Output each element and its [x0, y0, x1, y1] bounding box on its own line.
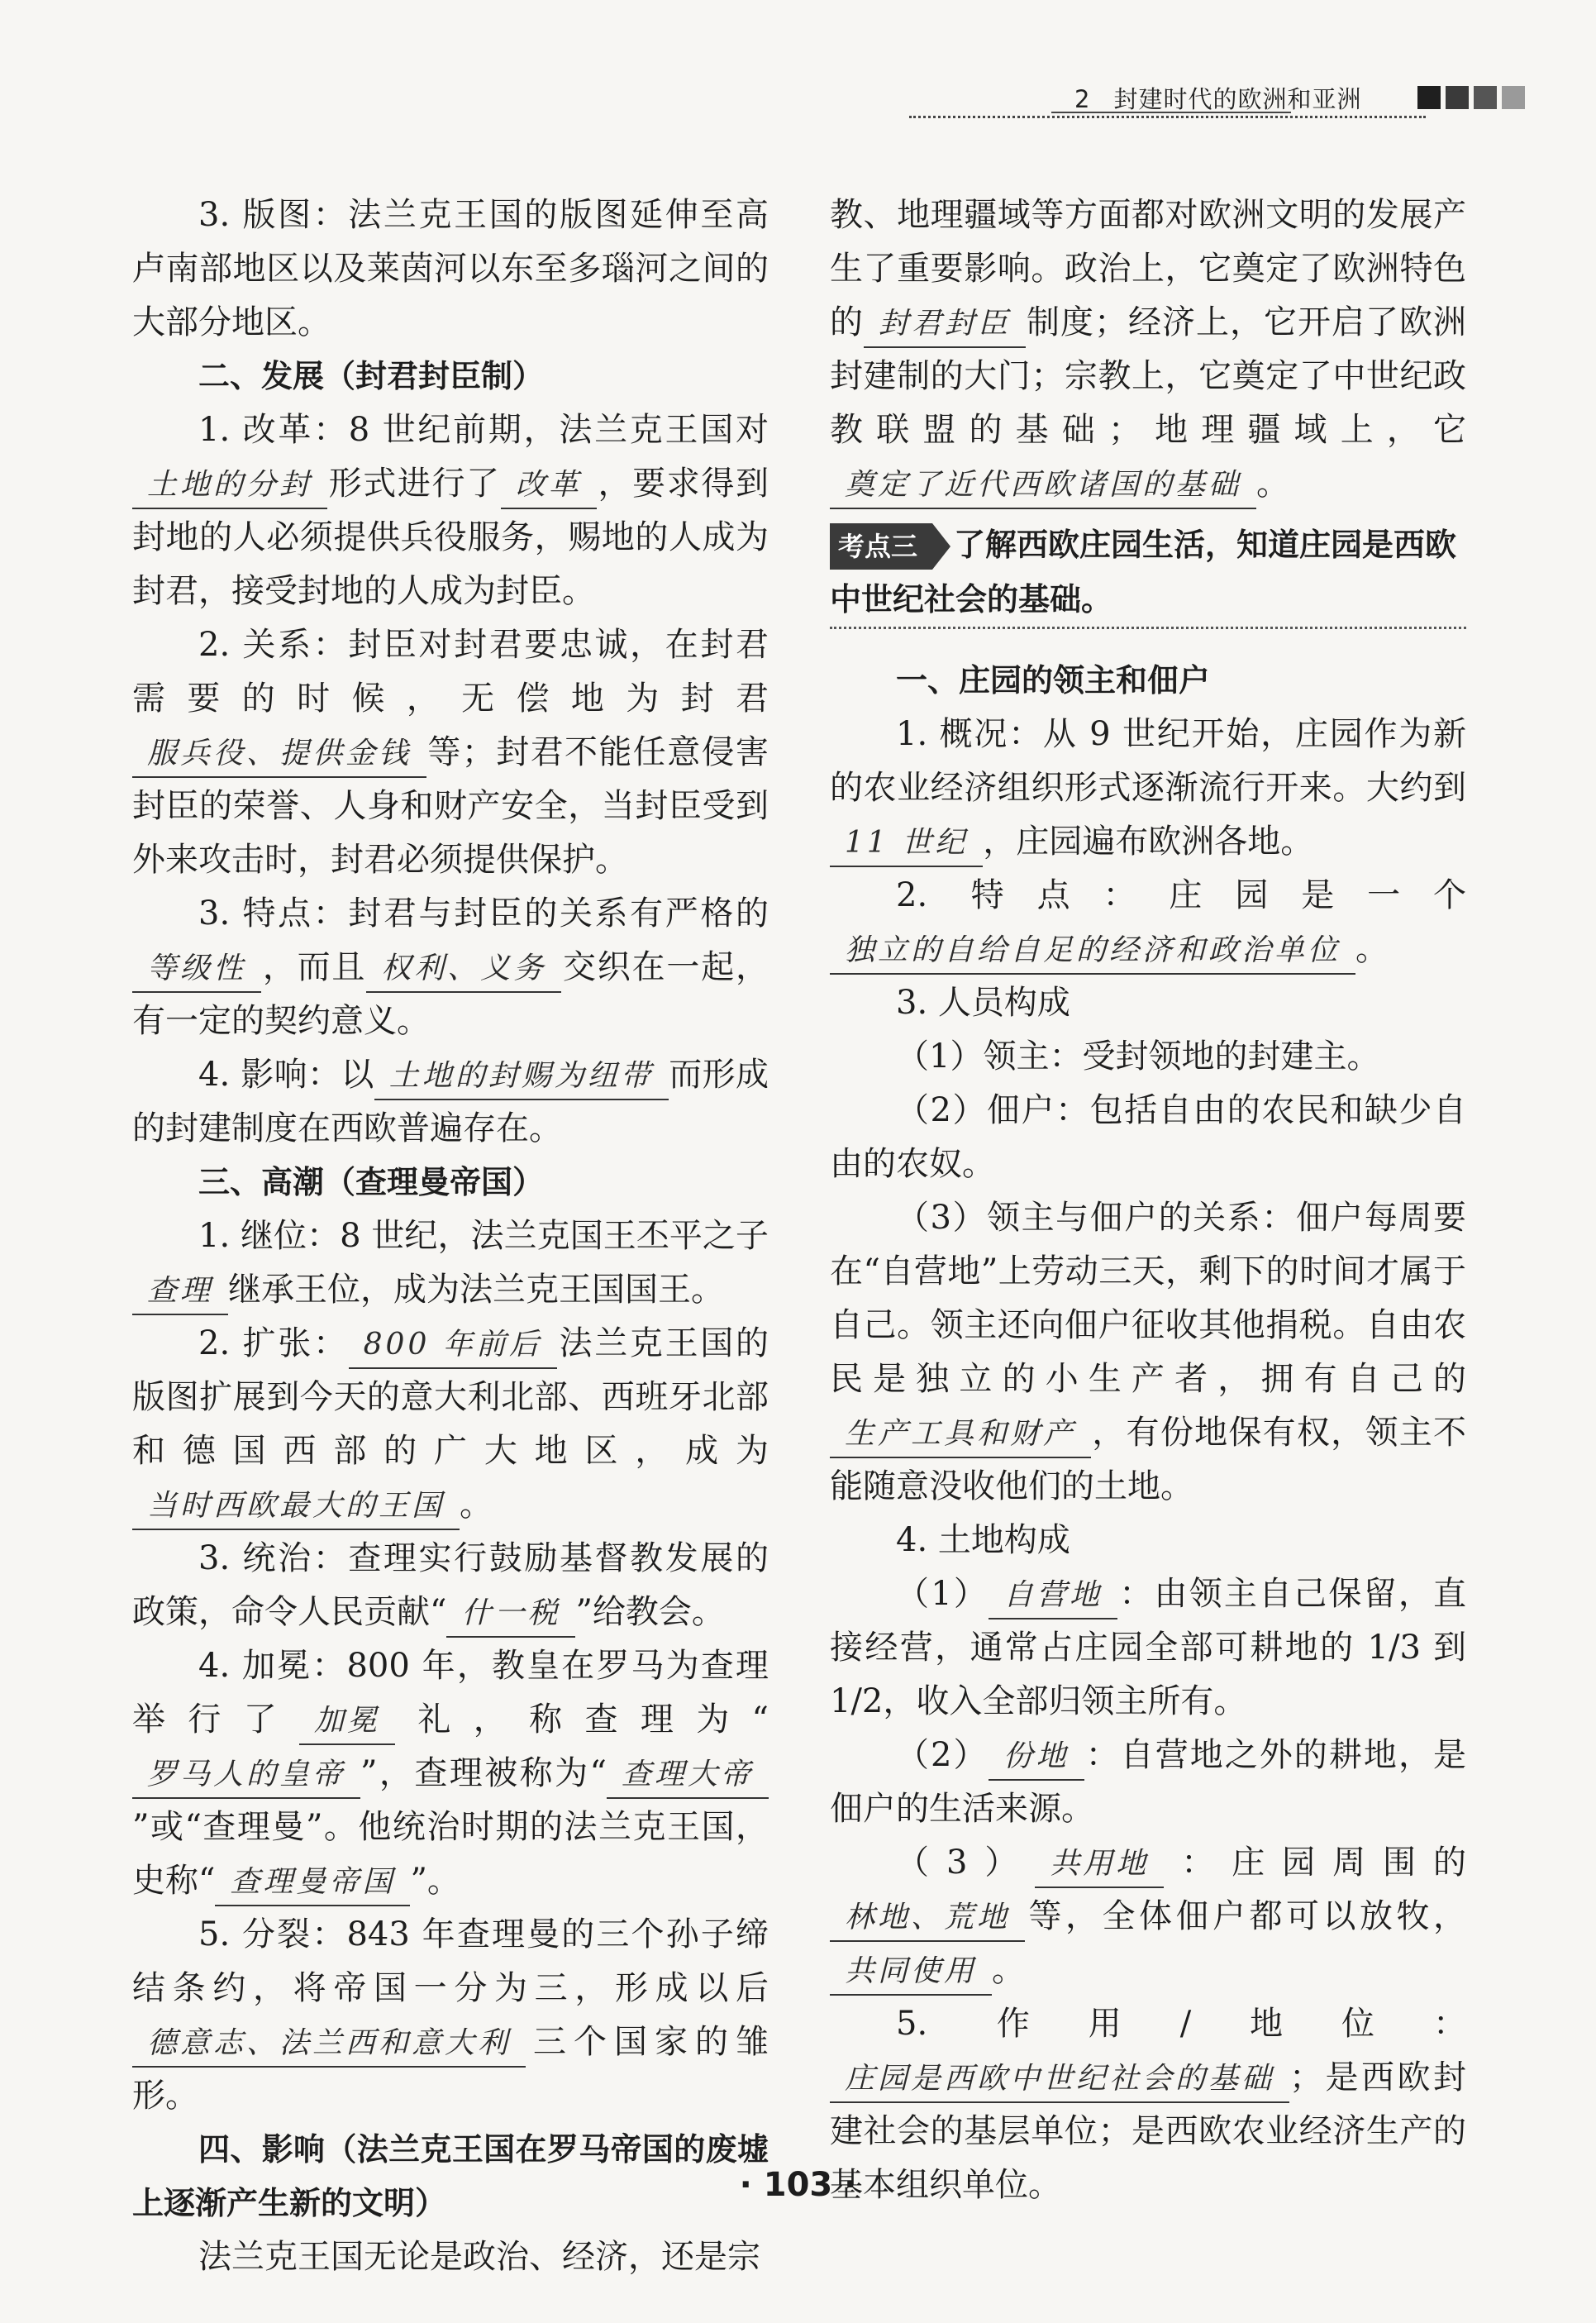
text: ”，查理被称为“	[360, 1754, 607, 1792]
lord-tenant-relation-paragraph	[830, 1191, 1466, 1514]
answer-text: 加冕	[314, 1704, 381, 1738]
answer-text: 独立的自给自足的经济和政治单位	[845, 933, 1341, 967]
text: 而形成的封建制度在西欧普遍存在。	[132, 1056, 769, 1147]
section-heading-peak: 三、高潮（查理曼帝国）	[198, 1164, 545, 1200]
answer-blank	[607, 1751, 769, 1799]
overview-paragraph	[830, 708, 1466, 869]
answer-blank	[1035, 1840, 1164, 1888]
answer-text: 当时西欧最大的王国	[147, 1489, 445, 1523]
answer-text: 权利、义务	[381, 952, 547, 985]
rule-paragraph	[132, 1532, 769, 1639]
answer-blank	[864, 300, 1026, 348]
answer-text: 服兵役、提供金钱	[147, 737, 412, 770]
text: 继承王位，成为法兰克王国国王。	[228, 1271, 725, 1309]
answer-blank	[830, 2055, 1289, 2103]
territory-paragraph: 3. 版图：法兰克王国的版图延伸至高卢南部地区以及莱茵河以东至多瑙河之间的大部分地区。	[132, 196, 769, 341]
text: 。	[1355, 930, 1389, 968]
answer-text: 等级性	[147, 952, 247, 985]
answer-blank	[830, 1894, 1025, 1942]
answer-blank	[830, 1410, 1091, 1458]
header-decoration	[1417, 86, 1525, 109]
answer-text: 11 世纪	[845, 826, 969, 860]
lord-paragraph: （1）领主：受封领地的封建主。	[896, 1037, 1380, 1076]
answer-blank	[132, 730, 426, 778]
text: ，要求得到封地的人必须提供兵役服务，赐地的人成为封君，接受封地的人成为封臣。	[132, 465, 769, 610]
key-point-text: 了解西欧庄园生活，知道庄园是西欧中世纪社会的基础。	[830, 527, 1457, 618]
section-heading-development: 二、发展（封君封臣制）	[198, 358, 545, 394]
answer-blank	[349, 1321, 557, 1369]
tenant-paragraph: （2）佃户：包括自由的农民和缺少自由的农奴。	[830, 1091, 1466, 1183]
text: ”给教会。	[575, 1593, 725, 1631]
answer-text: 庄园是西欧中世纪社会的基础	[845, 2062, 1275, 2096]
answer-text: 800 年前后	[363, 1328, 542, 1362]
text: 。	[460, 1486, 493, 1524]
answer-text: 罗马人的皇帝	[147, 1758, 346, 1791]
text: ：庄园周围的	[1164, 1844, 1466, 1882]
answer-blank	[830, 819, 983, 867]
influence-paragraph	[132, 1048, 769, 1156]
succession-paragraph	[132, 1209, 769, 1317]
answer-blank	[299, 1697, 395, 1745]
text: 1. 继位：8 世纪，法兰克国王丕平之子	[198, 1217, 769, 1255]
answer-blank	[132, 461, 327, 509]
answer-text: 土地的封赐为纽带	[388, 1059, 654, 1093]
text: 5. 分裂：843 年查理曼的三个孙子缔结条约，将帝国一分为三，形成以后	[132, 1915, 769, 2007]
left-column	[132, 188, 769, 2284]
text: （1）	[896, 1575, 989, 1613]
answer-blank	[989, 1572, 1117, 1619]
text: 制度；经济上，它开启了欧洲封建制的大门；宗教上，它奠定了中世纪政教联盟的基础；地理疆域上，它	[830, 303, 1467, 449]
text: 等；封君不能任意侵害封臣的荣誉、人身和财产安全，当封臣受到外来攻击时，封君必须提供保护。	[132, 733, 769, 879]
answer-text: 查理大帝	[621, 1758, 754, 1791]
text: （2）	[896, 1736, 989, 1774]
answer-text: 共用地	[1050, 1847, 1150, 1881]
split-paragraph	[132, 1908, 769, 2123]
answer-blank	[989, 1733, 1084, 1781]
text: 2. 扩张：	[198, 1324, 349, 1362]
text: ，而且	[261, 948, 367, 986]
text: 法兰克王国的版图扩展到今天的意大利北部、西班牙北部和德国西部的广大地区，成为	[132, 1324, 769, 1470]
header-dotted-rule	[909, 116, 1426, 118]
answer-text: 什一税	[461, 1596, 561, 1630]
text: 。	[1256, 465, 1290, 503]
answer-blank	[215, 1858, 410, 1906]
people-heading: 3. 人员构成	[896, 984, 1070, 1022]
answer-blank	[374, 1052, 669, 1100]
text: ：由领主自己保留，直接经营，通常占庄园全部可耕地的 1/3 到 1/2，收入全部归领主所有。	[830, 1575, 1467, 1720]
answer-blank	[132, 1267, 228, 1315]
page-number: · 103 ·	[739, 2166, 857, 2204]
answer-text: 生产工具和财产	[845, 1417, 1077, 1451]
answer-text: 共同使用	[845, 1954, 978, 1988]
text: 3. 统治：查理实行鼓励基督教发展的政策，命令人民贡献“	[132, 1539, 769, 1631]
text: ”。	[410, 1862, 460, 1900]
text: ”或“查理曼”。他统治时期的法兰克王国，史称“	[132, 1808, 769, 1900]
text: ；是西欧封建社会的基层单位；是西欧农业经济生产的基本组织单位。	[830, 2058, 1466, 2204]
text: 交织在一起，有一定的契约意义。	[132, 948, 769, 1040]
answer-text: 改革	[515, 468, 582, 502]
header-box-icon	[1502, 86, 1525, 109]
text: ，庄园遍布欧洲各地。	[983, 823, 1314, 861]
answer-blank	[446, 1590, 575, 1638]
key-point-box	[830, 518, 1466, 629]
answer-text: 查理	[147, 1274, 214, 1308]
chapter-title-text: 封建时代的欧洲和亚洲	[1113, 85, 1362, 113]
relation-paragraph	[132, 618, 769, 887]
text: 2. 关系：封臣对封君要忠诚，在封君需要的时候，无偿地为封君	[132, 626, 769, 718]
answer-text: 份地	[1003, 1739, 1070, 1773]
answer-text: 奠定了近代西欧诸国的基础	[845, 468, 1242, 502]
text: 5. 作用/地位：	[896, 2005, 1466, 2043]
text: 教、地理疆域等方面都对欧洲文明的发展产生了重要影响。政治上，它奠定了欧洲特色的	[830, 196, 1466, 341]
answer-text: 德意志、法兰西和意大利	[147, 2026, 512, 2060]
text: 2. 特点：庄园是一个	[896, 876, 1466, 914]
text: 。	[992, 1951, 1026, 1989]
answer-blank	[830, 1948, 992, 1996]
right-column	[830, 188, 1466, 2212]
answer-text: 查理曼帝国	[230, 1865, 396, 1899]
answer-blank	[132, 2020, 526, 2068]
reform-paragraph	[132, 403, 769, 618]
text: （3）领主与佃户的关系：佃户每周要在“自营地”上劳动三天，剩下的时间才属于自己。领主还向佃户征收其他捐税。自由农民是独立的小生产者，拥有自己的	[830, 1199, 1466, 1398]
text: ：自营地之外的耕地，是佃户的生活来源。	[830, 1736, 1467, 1828]
manor-feature-paragraph	[830, 869, 1466, 976]
feature-paragraph	[132, 887, 769, 1048]
section-heading-impact: 四、影响（法兰克王国在罗马帝国的废墟上逐渐产生新的文明）	[132, 2131, 769, 2221]
continuation-paragraph	[830, 188, 1466, 511]
text: 1. 改革：8 世纪前期，法兰克王国对	[198, 411, 769, 449]
answer-text: 封君封臣	[879, 307, 1012, 341]
answer-blank	[132, 1482, 460, 1530]
text: 4. 影响：以	[198, 1056, 374, 1094]
header-underline	[1051, 112, 1291, 113]
answer-blank	[830, 461, 1256, 509]
chapter-number: 2	[1074, 85, 1091, 113]
header-box-icon	[1446, 86, 1469, 109]
text: 3. 特点：封君与封臣的关系有严格的	[198, 894, 769, 933]
header-box-icon	[1474, 86, 1497, 109]
text: 形式进行了	[327, 465, 501, 503]
header-box-icon	[1417, 86, 1441, 109]
text: 1. 概况：从 9 世纪开始，庄园作为新的农业经济组织形式逐渐流行开来。大约到	[830, 715, 1466, 807]
answer-text: 自营地	[1003, 1578, 1103, 1612]
text: ，有份地保有权，领主不能随意没收他们的土地。	[830, 1414, 1466, 1505]
chapter-title	[1074, 81, 1361, 115]
holding-paragraph	[830, 1729, 1466, 1836]
answer-blank	[132, 945, 261, 993]
key-point-line	[830, 518, 1466, 629]
running-header	[909, 76, 1537, 126]
land-heading: 4. 土地构成	[896, 1521, 1070, 1559]
text: 礼，称查理为“	[395, 1701, 769, 1739]
text: 等，全体佃户都可以放牧，	[1025, 1897, 1466, 1935]
impact-paragraph: 法兰克王国无论是政治、经济，还是宗	[198, 2238, 760, 2276]
answer-blank	[830, 927, 1355, 975]
expansion-paragraph	[132, 1317, 769, 1532]
text: （3）	[896, 1844, 1036, 1882]
answer-text: 林地、荒地	[845, 1901, 1011, 1934]
answer-blank	[132, 1751, 360, 1799]
answer-blank	[501, 461, 597, 509]
key-point-badge: 考点三	[830, 523, 932, 570]
coronation-paragraph	[132, 1639, 769, 1908]
text: 4. 加冕：800 年，教皇在罗马为查理举行了	[132, 1647, 769, 1739]
common-land-paragraph	[830, 1836, 1466, 1997]
answer-blank	[366, 945, 561, 993]
answer-text: 土地的分封	[147, 468, 313, 502]
demesne-paragraph	[830, 1567, 1466, 1729]
section-heading-manor: 一、庄园的领主和佃户	[896, 662, 1211, 699]
text: 三个国家的雏形。	[132, 2023, 769, 2115]
